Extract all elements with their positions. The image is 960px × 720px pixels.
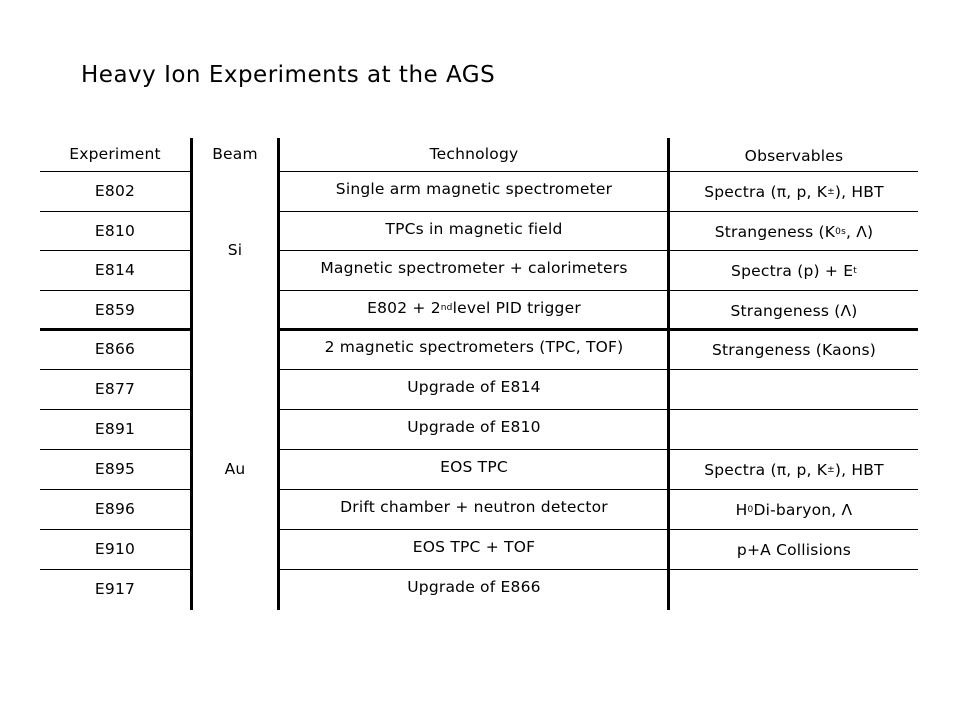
- row-rule: [280, 569, 918, 570]
- observables-cell: [670, 371, 918, 409]
- observables-cell: p+A Collisions: [736, 541, 852, 559]
- row-rule: [40, 171, 190, 172]
- experiment-cell: E896: [94, 500, 136, 518]
- observables-cell: Strangeness (K 0 s , Λ): [714, 223, 874, 241]
- slide-title: Heavy Ion Experiments at the AGS: [81, 62, 496, 88]
- section-rule: [280, 328, 918, 331]
- row-rule: [280, 489, 918, 490]
- row-rule: [40, 409, 190, 410]
- technology-cell: E802 + 2 nd level PID trigger: [367, 299, 581, 317]
- row-rule: [280, 290, 918, 291]
- experiment-cell: E859: [94, 301, 136, 319]
- experiment-cell: E910: [94, 540, 136, 558]
- observables-cell: [670, 411, 918, 449]
- header-observables: Observables: [744, 147, 844, 165]
- row-rule: [40, 369, 190, 370]
- technology-cell: Upgrade of E866: [407, 578, 541, 596]
- observables-cell: Strangeness (Λ): [730, 302, 858, 320]
- header-experiment: Experiment: [69, 145, 161, 163]
- row-rule: [40, 449, 190, 450]
- technology-cell: Magnetic spectrometer + calorimeters: [320, 259, 628, 277]
- observables-cell: H 0 Di-baryon, Λ: [735, 501, 853, 519]
- experiment-cell: E866: [94, 340, 136, 358]
- experiment-cell: E895: [94, 460, 136, 478]
- row-rule: [280, 250, 918, 251]
- beam-au: Au: [224, 460, 246, 478]
- experiment-cell: E917: [94, 580, 136, 598]
- observables-cell: [670, 571, 918, 609]
- experiment-cell: E810: [94, 222, 136, 240]
- technology-cell: 2 magnetic spectrometers (TPC, TOF): [324, 338, 624, 356]
- row-rule: [40, 250, 190, 251]
- row-rule: [280, 369, 918, 370]
- header-beam: Beam: [212, 145, 258, 163]
- row-rule: [40, 569, 190, 570]
- row-rule: [40, 211, 190, 212]
- section-rule: [40, 328, 192, 331]
- column-rule: [190, 138, 193, 610]
- observables-cell: Spectra (π, p, K ± ), HBT: [704, 183, 884, 201]
- technology-cell: TPCs in magnetic field: [385, 220, 563, 238]
- beam-si: Si: [227, 241, 243, 259]
- header-technology: Technology: [429, 145, 519, 163]
- row-rule: [280, 409, 918, 410]
- row-rule: [280, 529, 918, 530]
- experiment-cell: E877: [94, 380, 136, 398]
- observables-cell: Strangeness (Kaons): [711, 341, 877, 359]
- experiment-cell: E891: [94, 420, 136, 438]
- experiment-cell: E814: [94, 261, 136, 279]
- column-rule: [667, 138, 670, 610]
- observables-cell: Spectra (π, p, K ± ), HBT: [704, 461, 884, 479]
- technology-cell: EOS TPC + TOF: [412, 538, 536, 556]
- row-rule: [280, 449, 918, 450]
- row-rule: [40, 529, 190, 530]
- row-rule: [280, 171, 918, 172]
- observables-cell: Spectra (p) + E t: [731, 262, 857, 280]
- technology-cell: Upgrade of E810: [407, 418, 541, 436]
- technology-cell: Drift chamber + neutron detector: [340, 498, 608, 516]
- technology-cell: Single arm magnetic spectrometer: [335, 180, 613, 198]
- experiment-cell: E802: [94, 182, 136, 200]
- row-rule: [40, 290, 190, 291]
- technology-cell: Upgrade of E814: [407, 378, 541, 396]
- row-rule: [40, 489, 190, 490]
- row-rule: [280, 211, 918, 212]
- technology-cell: EOS TPC: [440, 458, 508, 476]
- column-rule: [277, 138, 280, 610]
